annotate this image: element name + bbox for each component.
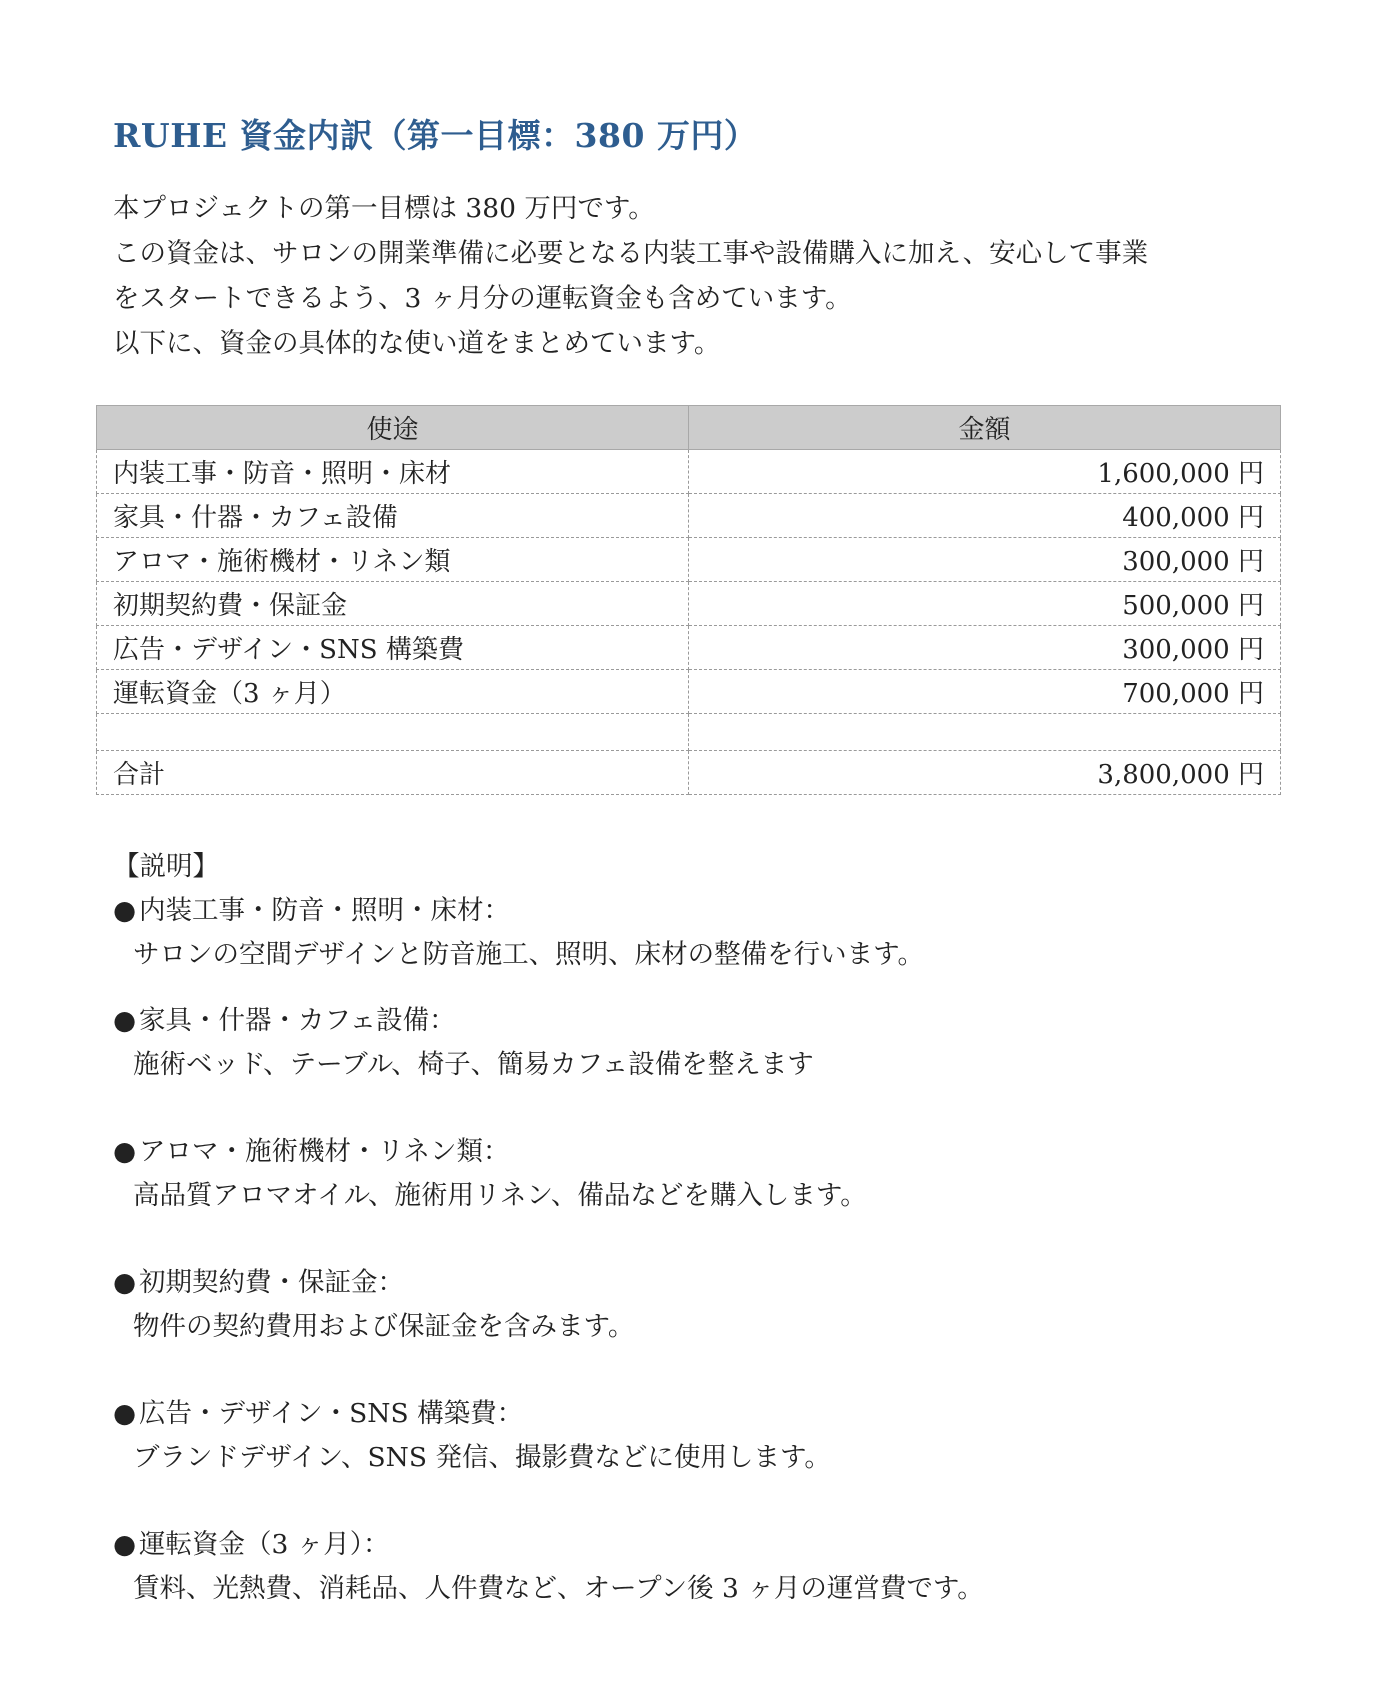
table-row — [97, 450, 1281, 494]
row-amount: 700,000 円 — [689, 670, 1281, 714]
row-item: 家具・什器・カフェ設備 — [97, 494, 689, 538]
bullet-icon: ● — [113, 1005, 137, 1036]
intro-paragraph — [113, 186, 1293, 366]
row-item: 初期契約費・保証金 — [97, 582, 689, 626]
intro-line: をスタートできるよう、3 ヶ月分の運転資金も含めています。 — [113, 283, 852, 314]
note-item — [113, 889, 1293, 977]
notes-section — [113, 845, 1293, 1611]
note-body: サロンの空間デザインと防音施工、照明、床材の整備を行います。 — [133, 939, 925, 970]
table-total-row — [97, 751, 1281, 795]
table-header-row — [97, 406, 1281, 450]
note-body: 高品質アロマオイル、施術用リネン、備品などを購入します。 — [133, 1180, 867, 1211]
column-header-amount: 金額 — [689, 406, 1281, 450]
row-amount: 300,000 円 — [689, 538, 1281, 582]
note-head — [113, 1523, 1293, 1567]
bullet-icon: ● — [113, 1398, 137, 1429]
empty-cell — [689, 714, 1281, 751]
note-body: 物件の契約費用および保証金を含みます。 — [133, 1311, 635, 1342]
note-head — [113, 1130, 1293, 1174]
table-row — [97, 494, 1281, 538]
note-item — [113, 1261, 1293, 1349]
note-title: 内装工事・防音・照明・床材： — [139, 895, 510, 926]
note-body: 賃料、光熱費、消耗品、人件費など、オープン後 3 ヶ月の運営費です。 — [133, 1573, 984, 1604]
total-label: 合計 — [97, 751, 689, 795]
note-head — [113, 1261, 1293, 1305]
column-header-usage: 使途 — [97, 406, 689, 450]
table-row-empty — [97, 714, 1281, 751]
note-title: 家具・什器・カフェ設備： — [139, 1005, 456, 1036]
notes-heading: 【説明】 — [113, 851, 219, 882]
note-item — [113, 999, 1293, 1087]
note-head — [113, 889, 1293, 933]
note-body: ブランドデザイン、SNS 発信、撮影費などに使用します。 — [133, 1442, 831, 1473]
table-row — [97, 582, 1281, 626]
row-amount: 400,000 円 — [689, 494, 1281, 538]
intro-line: この資金は、サロンの開業準備に必要となる内装工事や設備購入に加え、安心して事業 — [113, 238, 1149, 269]
note-item — [113, 1523, 1293, 1611]
note-head — [113, 1392, 1293, 1436]
row-item: 広告・デザイン・SNS 構築費 — [97, 626, 689, 670]
row-amount: 500,000 円 — [689, 582, 1281, 626]
note-title: 運転資金（3 ヶ月）： — [139, 1529, 390, 1560]
table-row — [97, 626, 1281, 670]
intro-line: 本プロジェクトの第一目標は 380 万円です。 — [113, 193, 655, 224]
bullet-icon: ● — [113, 1529, 137, 1560]
table-row — [97, 670, 1281, 714]
empty-cell — [97, 714, 689, 751]
note-item — [113, 1130, 1293, 1218]
bullet-icon: ● — [113, 895, 137, 926]
intro-line: 以下に、資金の具体的な使い道をまとめています。 — [113, 328, 721, 359]
note-item — [113, 1392, 1293, 1480]
bullet-icon: ● — [113, 1136, 137, 1167]
row-amount: 300,000 円 — [689, 626, 1281, 670]
total-amount: 3,800,000 円 — [689, 751, 1281, 795]
note-title: 広告・デザイン・SNS 構築費： — [139, 1398, 524, 1429]
row-amount: 1,600,000 円 — [689, 450, 1281, 494]
table-row — [97, 538, 1281, 582]
note-title: アロマ・施術機材・リネン類： — [139, 1136, 510, 1167]
page-title: RUHE 資金内訳（第一目標：380 万円） — [113, 116, 758, 156]
bullet-icon: ● — [113, 1267, 137, 1298]
budget-table — [96, 405, 1281, 795]
note-head — [113, 999, 1293, 1043]
row-item: 内装工事・防音・照明・床材 — [97, 450, 689, 494]
row-item: 運転資金（3 ヶ月） — [97, 670, 689, 714]
row-item: アロマ・施術機材・リネン類 — [97, 538, 689, 582]
note-title: 初期契約費・保証金： — [139, 1267, 404, 1298]
note-body: 施術ベッド、テーブル、椅子、簡易カフェ設備を整えます — [133, 1049, 814, 1080]
